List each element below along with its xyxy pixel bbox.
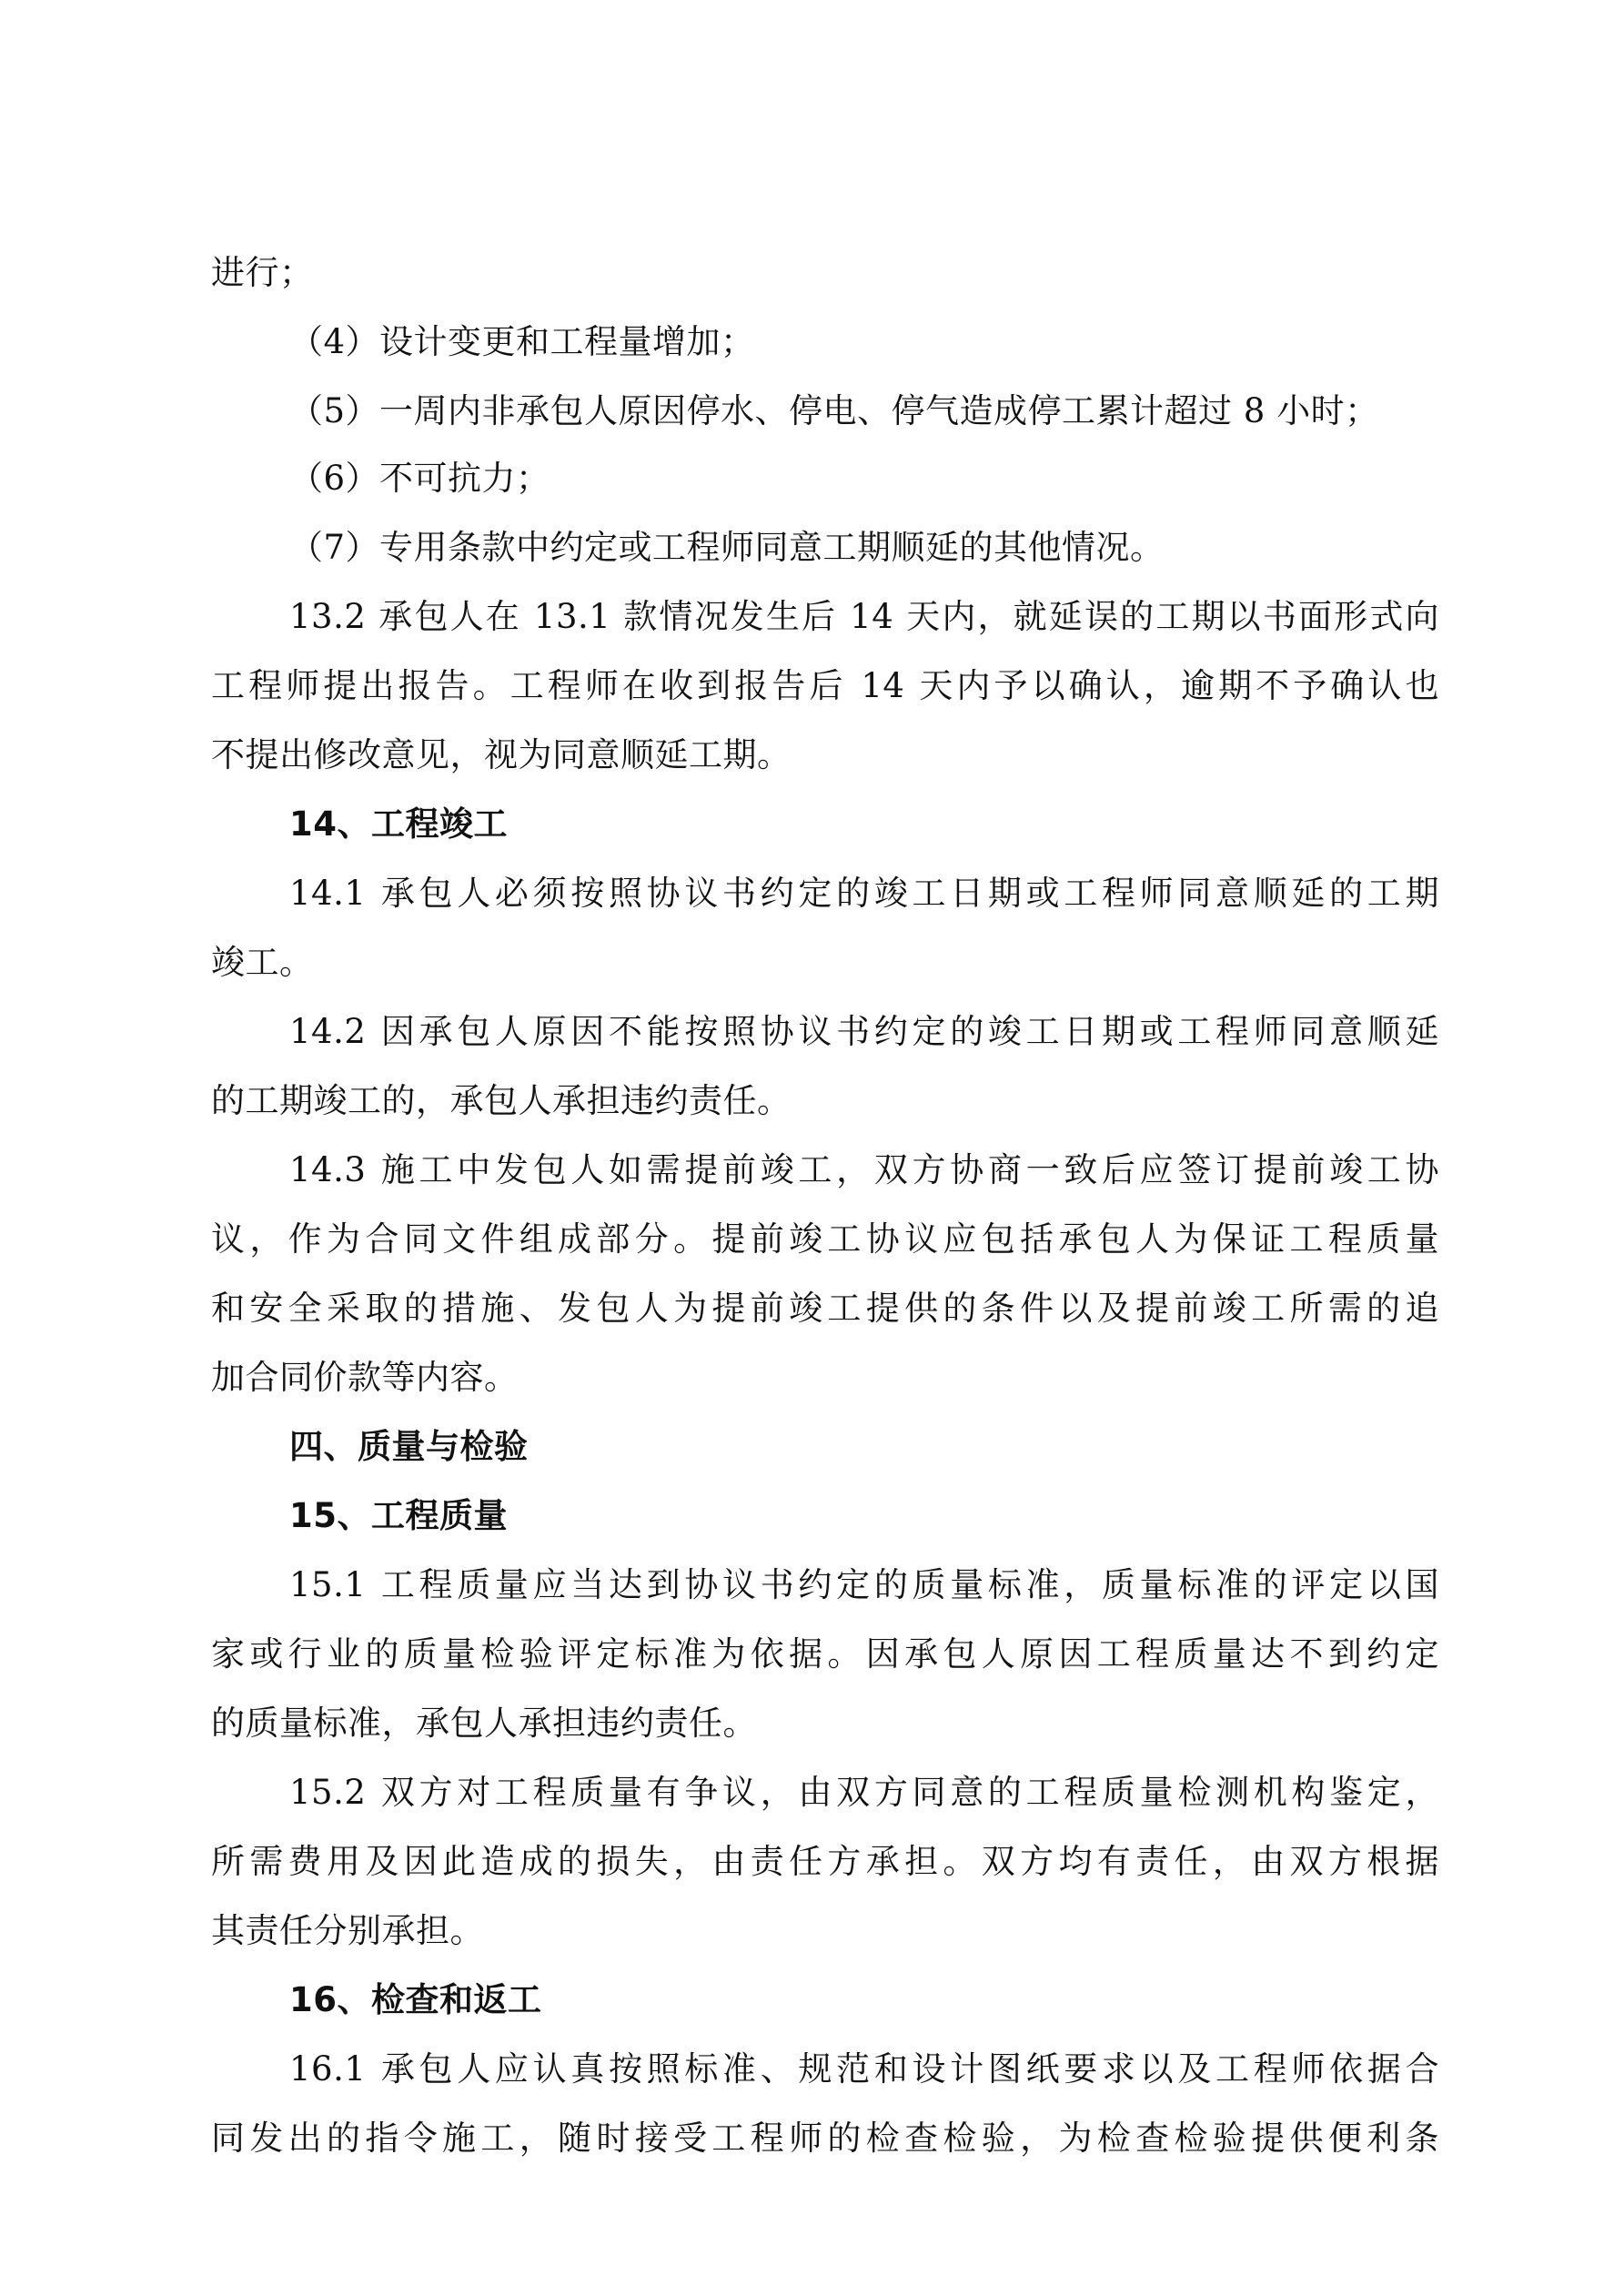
clause-14-3-line-1: 14.3 施工中发包人如需提前竣工，双方协商一致后应签订提前竣工协 [289, 1150, 1439, 1189]
list-item: （7）专用条款中约定或工程师同意工期顺延的其他情况。 [289, 528, 1165, 567]
clause-13-2-line-1: 13.2 承包人在 13.1 款情况发生后 14 天内，就延误的工期以书面形式向 [289, 597, 1439, 636]
section-heading-16: 16、检查和返工 [289, 1980, 542, 2019]
clause-14-2-line-2: 的工期竣工的，承包人承担违约责任。 [211, 1081, 792, 1120]
list-item: （5）一周内非承包人原因停水、停电、停气造成停工累计超过 8 小时； [289, 391, 1379, 430]
section-heading-15: 15、工程质量 [289, 1496, 508, 1535]
chapter-heading-4: 四、质量与检验 [289, 1427, 529, 1466]
clause-15-2-line-3: 其责任分别承担。 [211, 1911, 484, 1950]
clause-13-2-line-3: 不提出修改意见，视为同意顺延工期。 [211, 735, 792, 774]
clause-15-1-line-2: 家或行业的质量检验评定标准为依据。因承包人原因工程质量达不到约定 [211, 1634, 1439, 1674]
clause-14-1-line-2: 竣工。 [211, 943, 314, 982]
clause-14-3-line-3: 和安全采取的措施、发包人为提前竣工提供的条件以及提前竣工所需的追 [211, 1289, 1439, 1328]
clause-15-1-line-1: 15.1 工程质量应当达到协议书约定的质量标准，质量标准的评定以国 [289, 1565, 1439, 1604]
list-item: （6）不可抗力； [289, 459, 550, 498]
text-line: 进行； [211, 253, 314, 292]
section-heading-14: 14、工程竣工 [289, 804, 508, 844]
clause-15-2-line-1: 15.2 双方对工程质量有争议，由双方同意的工程质量检测机构鉴定， [289, 1773, 1439, 1812]
clause-15-1-line-3: 的质量标准，承包人承担违约责任。 [211, 1704, 757, 1743]
clause-15-2-line-2: 所需费用及因此造成的损失，由责任方承担。双方均有责任，由双方根据 [211, 1842, 1439, 1881]
clause-14-2-line-1: 14.2 因承包人原因不能按照协议书约定的竣工日期或工程师同意顺延 [289, 1012, 1439, 1051]
clause-16-1-line-1: 16.1 承包人应认真按照标准、规范和设计图纸要求以及工程师依据合 [289, 2049, 1439, 2089]
clause-13-2-line-2: 工程师提出报告。工程师在收到报告后 14 天内予以确认，逾期不予确认也 [211, 666, 1439, 705]
clause-14-3-line-4: 加合同价款等内容。 [211, 1358, 519, 1397]
clause-16-1-line-2: 同发出的指令施工，随时接受工程师的检查检验，为检查检验提供便利条 [211, 2119, 1439, 2158]
list-item: （4）设计变更和工程量增加； [289, 322, 755, 361]
clause-14-3-line-2: 议，作为合同文件组成部分。提前竣工协议应包括承包人为保证工程质量 [211, 1219, 1439, 1259]
clause-14-1-line-1: 14.1 承包人必须按照协议书约定的竣工日期或工程师同意顺延的工期 [289, 874, 1439, 913]
